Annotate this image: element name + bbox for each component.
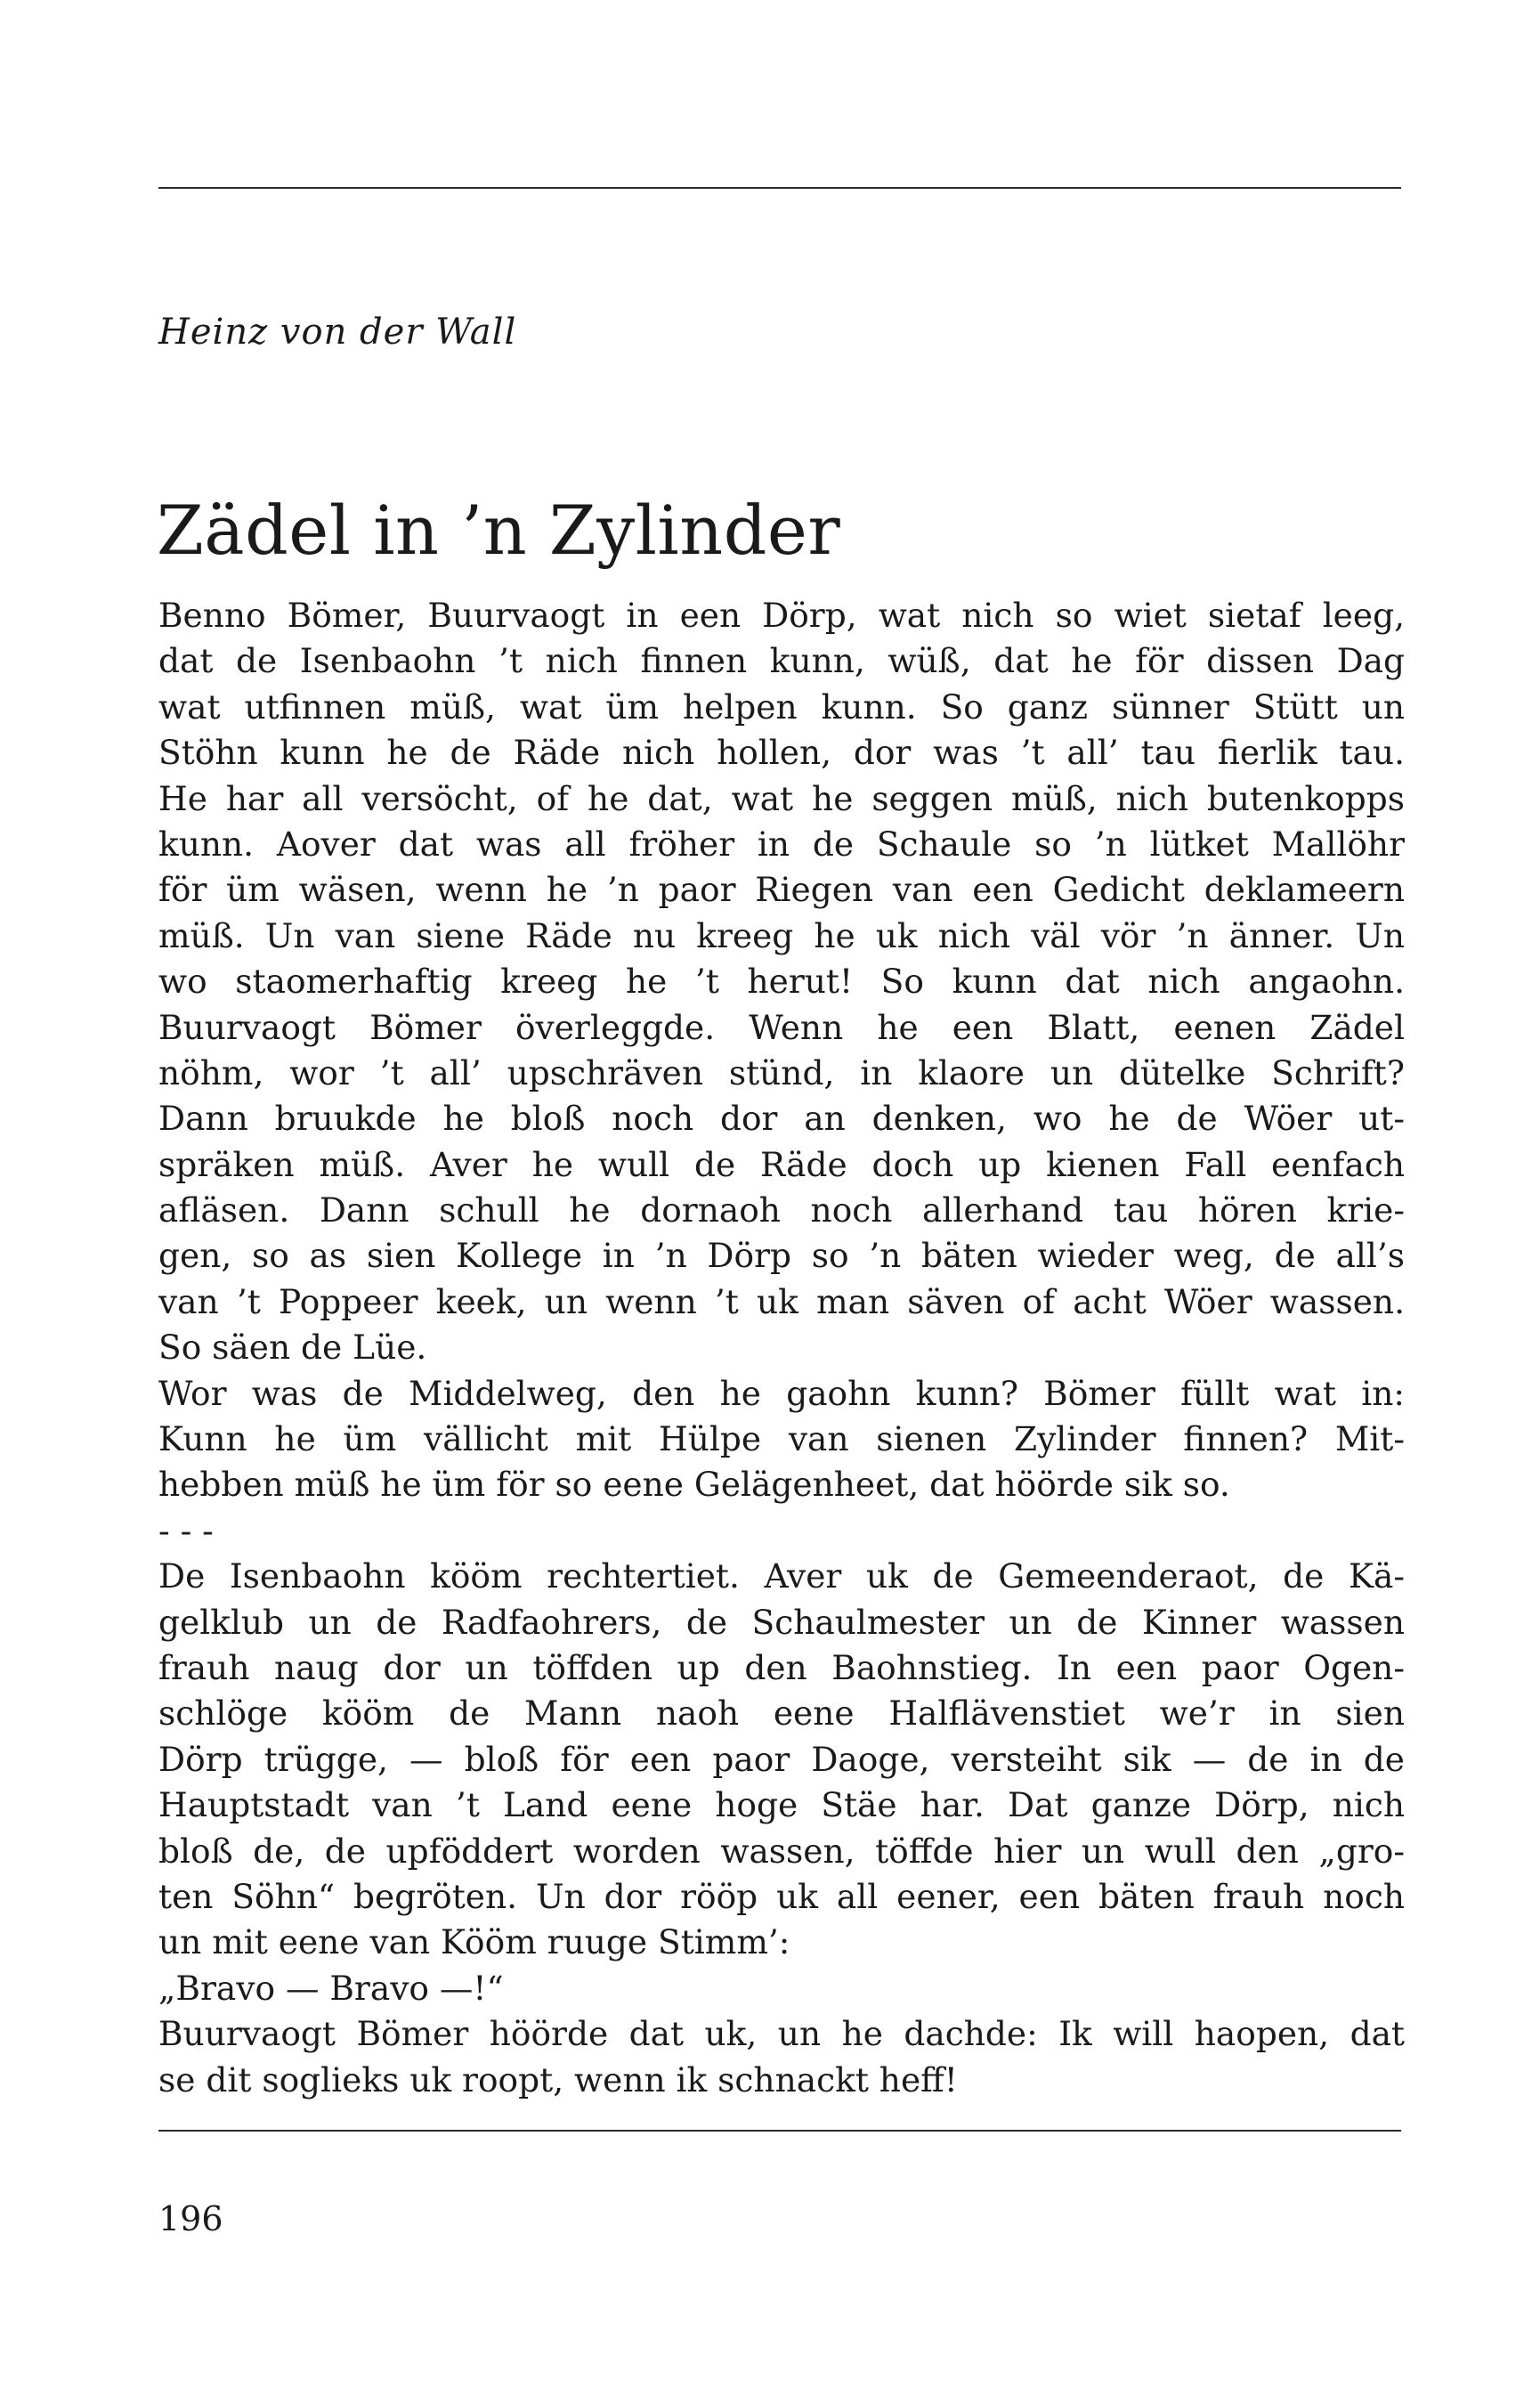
text-line: van ’t Poppeer keek, un wenn ’t uk man säven of acht Wöer wassen.	[158, 1281, 1405, 1321]
text-line: Kunn he üm vällicht mit Hülpe van sienen Zylinder finnen? Mit-	[158, 1419, 1405, 1459]
text-line: för üm wäsen, wenn he ’n paor Riegen van een Gedicht deklameern	[158, 870, 1405, 910]
text-line: hebben müß he üm för so eene Gelägenheet, dat höörde sik so.	[158, 1465, 1230, 1505]
page-number: 196	[158, 2199, 223, 2238]
top-rule	[158, 187, 1401, 189]
text-line: wo staomerhaftig kreeg he ’t herut! So kunn dat nich angaohn.	[158, 962, 1405, 1002]
text-line: „Bravo — Bravo —!“	[158, 1968, 504, 2008]
text-line: Dörp trügge, — bloß för een paor Daoge, versteiht sik — de in de	[158, 1739, 1405, 1779]
story-title: Zädel in ’n Zylinder	[157, 490, 841, 570]
text-line: Buurvaogt Bömer överleggde. Wenn he een Blatt, eenen Zädel	[158, 1007, 1405, 1047]
bottom-rule	[158, 2130, 1401, 2132]
text-line: un mit eene van Kööm ruuge Stimm’:	[158, 1922, 790, 1962]
text-line: wat utfinnen müß, wat üm helpen kunn. So ganz sünner Stütt un	[158, 686, 1405, 727]
text-line: ten Söhn“ begröten. Un dor rööp uk all eener, een bäten frauh noch	[158, 1876, 1405, 1916]
text-line: Benno Bömer, Buurvaogt in een Dörp, wat nich so wiet sietaf leeg,	[158, 596, 1405, 635]
text-line: frauh naug dor un töffden up den Baohnstieg. In een paor Ogen-	[158, 1647, 1405, 1687]
text-line: bloß de, de upföddert worden wassen, töffde hier un wull den „gro-	[158, 1831, 1405, 1871]
text-line: spräken müß. Aver he wull de Räde doch up kienen Fall eenfach	[158, 1144, 1405, 1184]
text-line: schlöge kööm de Mann naoh eene Halflävenstiet we’r in sien	[158, 1693, 1405, 1734]
text-line: dat de Isenbaohn ’t nich finnen kunn, wüß, dat he för dissen Dag	[158, 641, 1405, 681]
author-name: Heinz von der Wall	[158, 312, 517, 353]
text-line: Hauptstadt van ’t Land eene hoge Stäe har. Dat ganze Dörp, nich	[158, 1785, 1405, 1825]
text-line: gelklub un de Radfaohrers, de Schaulmester un de Kinner wassen	[158, 1602, 1405, 1642]
text-line: se dit soglieks uk roopt, wenn ik schnackt heff!	[158, 2059, 958, 2099]
text-line: Dann bruukde he bloß noch dor an denken, wo he de Wöer ut-	[158, 1099, 1405, 1139]
text-line: gen, so as sien Kollege in ’n Dörp so ’n bäten wieder weg, de all’s	[158, 1236, 1405, 1276]
text-line: Stöhn kunn he de Räde nich hollen, dor was ’t all’ tau fierlik tau.	[158, 733, 1405, 773]
story-body	[158, 593, 1405, 2103]
text-line: So säen de Lüe.	[158, 1328, 427, 1368]
text-line: afläsen. Dann schull he dornaoh noch allerhand tau hören krie-	[158, 1190, 1405, 1230]
text-line: müß. Un van siene Räde nu kreeg he uk nich väl vör ’n änner. Un	[158, 915, 1405, 955]
text-line: nöhm, wor ’t all’ upschräven stünd, in klaore un dütelke Schrift?	[158, 1052, 1405, 1092]
text-line: kunn. Aover dat was all fröher in de Schaule so ’n lütket Mallöhr	[158, 824, 1405, 864]
text-line: Wor was de Middelweg, den he gaohn kunn? Bömer füllt wat in:	[158, 1373, 1405, 1413]
text-line: He har all versöcht, of he dat, wat he seggen müß, nich butenkopps	[158, 778, 1405, 818]
text-line: Buurvaogt Bömer höörde dat uk, un he dachde: Ik will haopen, dat	[158, 2014, 1405, 2054]
text-line: De Isenbaohn kööm rechtertiet. Aver uk de Gemeenderaot, de Kä-	[158, 1556, 1405, 1596]
section-separator: - - -	[158, 1510, 214, 1550]
